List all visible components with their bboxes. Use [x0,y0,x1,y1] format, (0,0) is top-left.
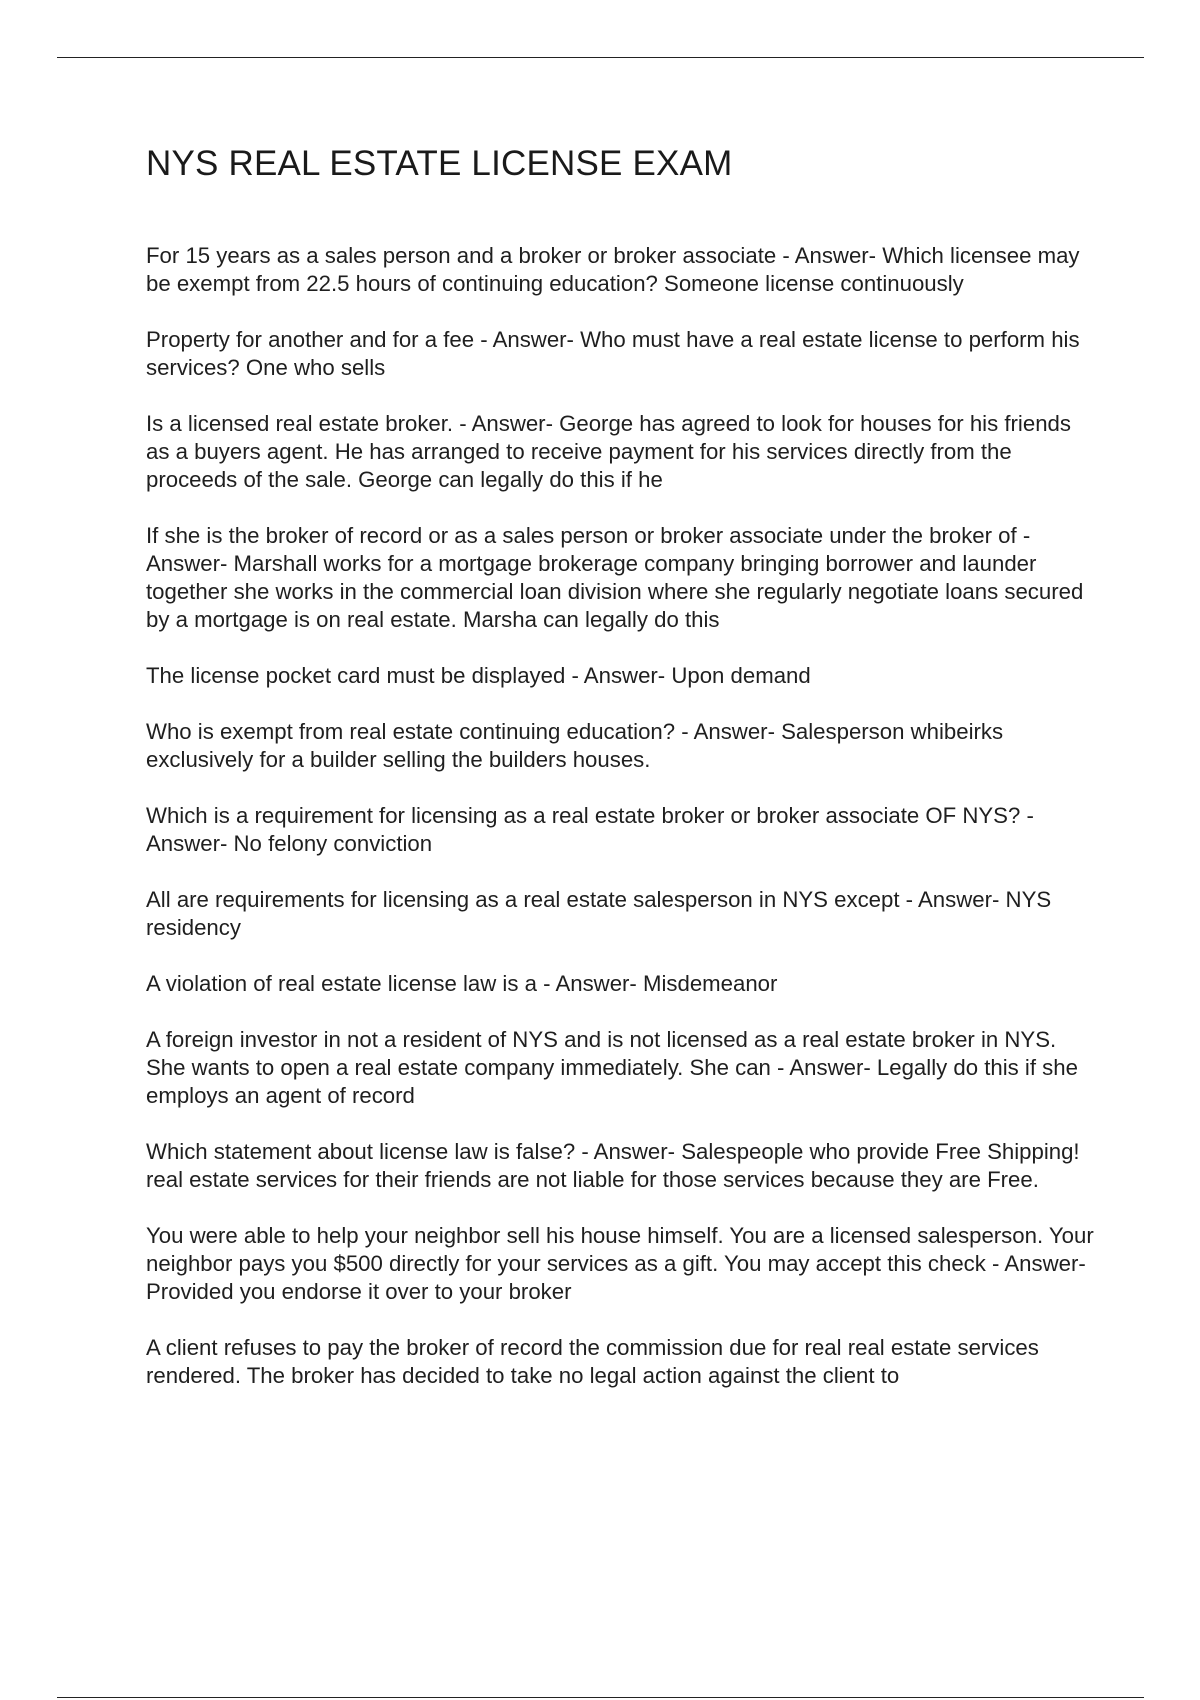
qa-entry: Which statement about license law is false? - Answer- Salespeople who provide Free Shipping! real estate services for their friends are not liable for those services because they are Free. [146,1139,1080,1192]
qa-entry: The license pocket card must be displayed - Answer- Upon demand [146,663,811,688]
qa-entry: All are requirements for licensing as a real estate salesperson in NYS except - Answer- NYS residency [146,887,1052,940]
qa-entry: Is a licensed real estate broker. - Answer- George has agreed to look for houses for his friends as a buyers agent. He has arranged to receive payment for his services directly from the proceeds of the sale. George can legally do this if he [146,411,1071,492]
qa-entry: Who is exempt from real estate continuing education? - Answer- Salesperson whibeirks exclusively for a builder selling the builders houses. [146,719,1004,772]
bottom-divider [57,1697,1144,1698]
qa-list [146,242,1096,1418]
qa-entry: A client refuses to pay the broker of record the commission due for real real estate services rendered. The broker has decided to take no legal action against the client to [146,1335,1039,1388]
qa-entry: A foreign investor in not a resident of NYS and is not licensed as a real estate broker in NYS. She wants to open a real estate company immediately. She can - Answer- Legally do this if she employs an agent of record [146,1027,1078,1108]
qa-entry: Property for another and for a fee - Answer- Who must have a real estate license to perform his services? One who sells [146,327,1080,380]
qa-entry: For 15 years as a sales person and a broker or broker associate - Answer- Which licensee may be exempt from 22.5 hours of continuing education? Someone license continuously [146,243,1080,296]
qa-entry: A violation of real estate license law is a - Answer- Misdemeanor [146,971,778,996]
qa-entry: You were able to help your neighbor sell his house himself. You are a licensed salesperson. Your neighbor pays you $500 directly for your services as a gift. You may accept this check - Answer- Provided you endorse it over to your broker [146,1223,1094,1304]
qa-entry: Which is a requirement for licensing as a real estate broker or broker associate OF NYS? - Answer- No felony conviction [146,803,1034,856]
qa-entry: If she is the broker of record or as a sales person or broker associate under the broker of - Answer- Marshall works for a mortgage brokerage company bringing borrower and launder together she works in the commercial loan division where she regularly negotiate loans secured by a mortgage is on real estate. Marsha can legally do this [146,523,1084,632]
page-title: NYS REAL ESTATE LICENSE EXAM [146,144,733,183]
top-divider [57,57,1144,58]
